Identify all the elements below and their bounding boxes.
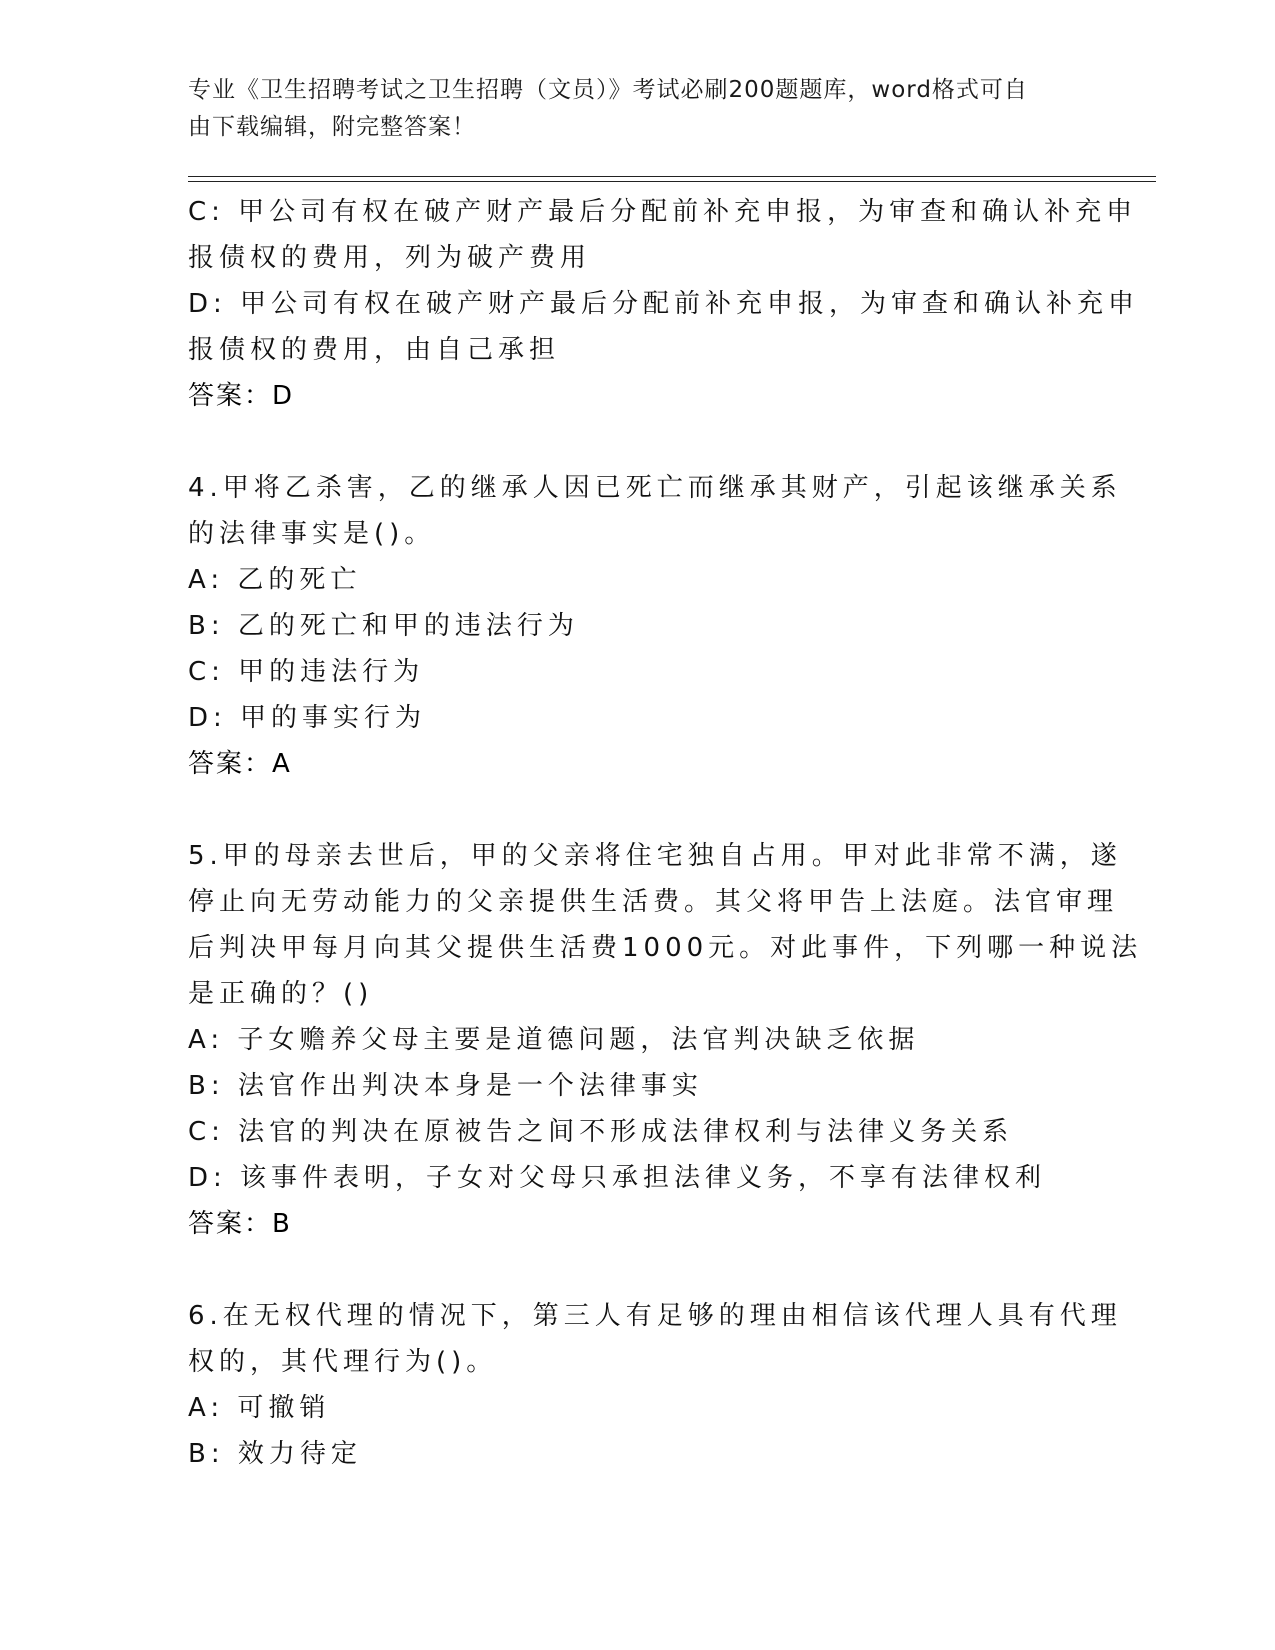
header-line-1: 专业《卫生招聘考试之卫生招聘（文员）》考试必刷200题题库，word格式可自 <box>188 77 1028 103</box>
option-c-line-1: C: 甲公司有权在破产财产最后分配前补充申报，为审查和确认补充申 <box>188 197 1138 227</box>
option-b: B: 法官作出判决本身是一个法律事实 <box>188 1071 703 1101</box>
option-a: A: 子女赡养父母主要是道德问题，法官判决缺乏依据 <box>188 1025 920 1055</box>
option-d-line-2: 报债权的费用，由自己承担 <box>188 335 561 365</box>
answer-line: 答案：D <box>188 381 295 411</box>
question-spacer <box>188 1247 1088 1293</box>
question-stem-line-3: 后判决甲每月向其父提供生活费1000元。对此事件，下列哪一种说法 <box>188 933 1143 963</box>
question-stem-line-2: 的法律事实是()。 <box>188 519 436 549</box>
answer-line: 答案：B <box>188 1209 292 1239</box>
question-stem-line-2: 权的，其代理行为()。 <box>188 1347 498 1377</box>
option-d: D: 甲的事实行为 <box>188 703 427 733</box>
option-a: A: 乙的死亡 <box>188 565 362 595</box>
question-spacer <box>188 419 1088 465</box>
question-6 <box>188 1293 1122 1477</box>
question-content <box>188 189 1143 1477</box>
question-stem-line-1: 4.甲将乙杀害，乙的继承人因已死亡而继承其财产，引起该继承关系 <box>188 473 1122 503</box>
question-3-tail <box>188 189 1140 419</box>
option-b: B: 效力待定 <box>188 1439 362 1469</box>
option-c: C: 甲的违法行为 <box>188 657 425 687</box>
question-stem-line-1: 6.在无权代理的情况下，第三人有足够的理由相信该代理人具有代理 <box>188 1301 1122 1331</box>
header-divider-bottom <box>188 181 1156 182</box>
option-b: B: 乙的死亡和甲的违法行为 <box>188 611 579 641</box>
question-stem-line-1: 5.甲的母亲去世后，甲的父亲将住宅独自占用。甲对此非常不满，遂 <box>188 841 1122 871</box>
option-c: C: 法官的判决在原被告之间不形成法律权利与法律义务关系 <box>188 1117 1014 1147</box>
question-stem-line-4: 是正确的？() <box>188 979 374 1009</box>
question-stem-line-2: 停止向无劳动能力的父亲提供生活费。其父将甲告上法庭。法官审理 <box>188 887 1119 917</box>
question-5 <box>188 833 1143 1247</box>
option-d-line-1: D: 甲公司有权在破产财产最后分配前补充申报，为审查和确认补充申 <box>188 289 1140 319</box>
header-line-2: 由下载编辑，附完整答案！ <box>188 114 476 140</box>
option-c-line-2: 报债权的费用，列为破产费用 <box>188 243 592 273</box>
option-a: A: 可撤销 <box>188 1393 331 1423</box>
option-d: D: 该事件表明，子女对父母只承担法律义务，不享有法律权利 <box>188 1163 1047 1193</box>
question-spacer <box>188 787 1088 833</box>
header-divider-top <box>188 176 1156 177</box>
answer-line: 答案：A <box>188 749 292 779</box>
document-header <box>188 72 1068 146</box>
question-4 <box>188 465 1122 787</box>
